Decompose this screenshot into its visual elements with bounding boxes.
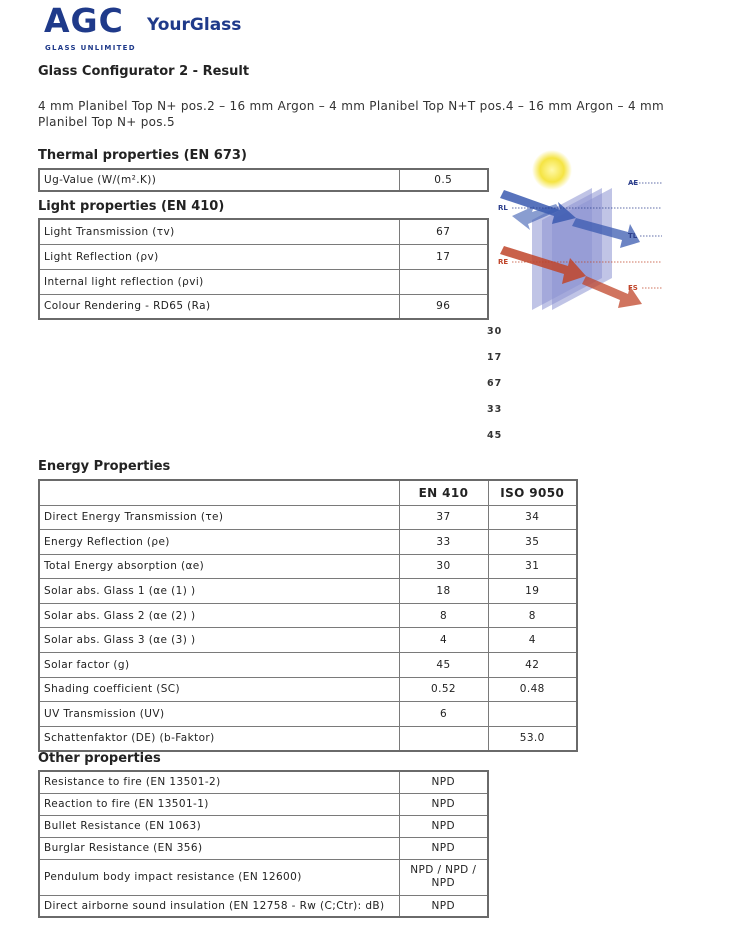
thermal-heading: Thermal properties (EN 673) <box>38 148 247 163</box>
iso9050-value <box>488 702 577 727</box>
iso9050-value: 19 <box>488 579 577 604</box>
table-row <box>39 628 577 653</box>
iso9050-value: 35 <box>488 530 577 555</box>
diagram-label-tl: TL <box>628 232 638 240</box>
property-value: 0.5 <box>399 169 488 191</box>
property-label: Internal light reflection (ρvi) <box>39 269 399 294</box>
energy-table <box>38 479 578 752</box>
glass-configuration: 4 mm Planibel Top N+ pos.2 – 16 mm Argon – 4 mm Planibel Top N+T pos.4 – 16 mm Argon – 4 mm Planibel Top N+ pos.5 <box>38 99 664 129</box>
property-value: NPD <box>399 771 488 793</box>
diagram-label-re: RE <box>498 258 509 266</box>
table-row <box>39 726 577 751</box>
en410-value: 0.52 <box>399 677 488 702</box>
property-label: Resistance to fire (EN 13501-2) <box>39 771 399 793</box>
table-row <box>39 771 488 793</box>
product-name: YourGlass <box>147 15 242 35</box>
property-label: Pendulum body impact resistance (EN 12600) <box>39 859 399 895</box>
diagram-label-ae: AE <box>628 179 639 187</box>
iso9050-value: 0.48 <box>488 677 577 702</box>
diagram-label-rl: RL <box>498 204 508 212</box>
property-label: Shading coefficient (SC) <box>39 677 399 702</box>
diagram-label-fs: FS <box>628 284 638 292</box>
glass-energy-diagram <box>490 150 670 320</box>
other-heading: Other properties <box>38 751 161 766</box>
property-value: 96 <box>399 294 488 319</box>
table-row <box>39 294 488 319</box>
property-label: Energy Reflection (ρe) <box>39 530 399 555</box>
light-heading: Light properties (EN 410) <box>38 199 225 214</box>
property-value: NPD <box>399 895 488 917</box>
iso9050-value: 53.0 <box>488 726 577 751</box>
property-label: Schattenfaktor (DE) (b-Faktor) <box>39 726 399 751</box>
table-header-row <box>39 480 577 505</box>
table-row <box>39 837 488 859</box>
column-header-en410: EN 410 <box>399 480 488 505</box>
side-value: 45 <box>487 430 503 441</box>
property-label: Bullet Resistance (EN 1063) <box>39 815 399 837</box>
column-header-iso9050: ISO 9050 <box>488 480 577 505</box>
table-row <box>39 793 488 815</box>
property-label: Solar abs. Glass 3 (αe (3) ) <box>39 628 399 653</box>
en410-value: 30 <box>399 554 488 579</box>
page-title: Glass Configurator 2 - Result <box>38 64 250 79</box>
table-row <box>39 579 577 604</box>
en410-value: 18 <box>399 579 488 604</box>
en410-value: 6 <box>399 702 488 727</box>
light-table <box>38 218 489 320</box>
property-value: NPD / NPD / NPD <box>399 859 488 895</box>
property-label: Ug-Value (W/(m².K)) <box>39 169 399 191</box>
agc-logo <box>44 2 264 54</box>
side-value: 33 <box>487 404 503 415</box>
table-row <box>39 859 488 895</box>
logo-text: AGC <box>44 1 124 40</box>
property-value: 67 <box>399 219 488 244</box>
en410-value: 37 <box>399 505 488 530</box>
iso9050-value: 31 <box>488 554 577 579</box>
logo-tagline: GLASS UNLIMITED <box>45 44 136 52</box>
sun-icon <box>532 150 572 190</box>
en410-value: 33 <box>399 530 488 555</box>
property-value: NPD <box>399 815 488 837</box>
table-row <box>39 815 488 837</box>
iso9050-value: 8 <box>488 603 577 628</box>
table-row <box>39 895 488 917</box>
property-label: Total Energy absorption (αe) <box>39 554 399 579</box>
table-row <box>39 653 577 678</box>
iso9050-value: 42 <box>488 653 577 678</box>
table-row <box>39 505 577 530</box>
other-table <box>38 770 489 918</box>
property-label: Solar abs. Glass 1 (αe (1) ) <box>39 579 399 604</box>
en410-value <box>399 726 488 751</box>
table-row <box>39 219 488 244</box>
property-label: UV Transmission (UV) <box>39 702 399 727</box>
column-header-property <box>39 480 399 505</box>
table-row <box>39 554 577 579</box>
table-row <box>39 603 577 628</box>
property-label: Colour Rendering - RD65 (Ra) <box>39 294 399 319</box>
en410-value: 45 <box>399 653 488 678</box>
property-label: Light Transmission (τv) <box>39 219 399 244</box>
property-label: Reaction to fire (EN 13501-1) <box>39 793 399 815</box>
table-row <box>39 269 488 294</box>
table-row <box>39 530 577 555</box>
property-label: Direct airborne sound insulation (EN 12758 - Rw (C;Ctr): dB) <box>39 895 399 917</box>
table-row <box>39 244 488 269</box>
table-row <box>39 169 488 191</box>
table-row <box>39 702 577 727</box>
table-row <box>39 677 577 702</box>
iso9050-value: 34 <box>488 505 577 530</box>
property-label: Direct Energy Transmission (τe) <box>39 505 399 530</box>
transmitted-energy-arrow <box>582 276 642 308</box>
en410-value: 4 <box>399 628 488 653</box>
en410-value: 8 <box>399 603 488 628</box>
side-value: 30 <box>487 326 503 337</box>
iso9050-value: 4 <box>488 628 577 653</box>
property-value: 17 <box>399 244 488 269</box>
side-value: 17 <box>487 352 503 363</box>
property-label: Burglar Resistance (EN 356) <box>39 837 399 859</box>
energy-heading: Energy Properties <box>38 459 171 474</box>
property-value <box>399 269 488 294</box>
property-value: NPD <box>399 837 488 859</box>
side-value: 67 <box>487 378 503 389</box>
property-label: Solar abs. Glass 2 (αe (2) ) <box>39 603 399 628</box>
property-label: Solar factor (g) <box>39 653 399 678</box>
property-value: NPD <box>399 793 488 815</box>
property-label: Light Reflection (ρv) <box>39 244 399 269</box>
thermal-table <box>38 168 489 192</box>
